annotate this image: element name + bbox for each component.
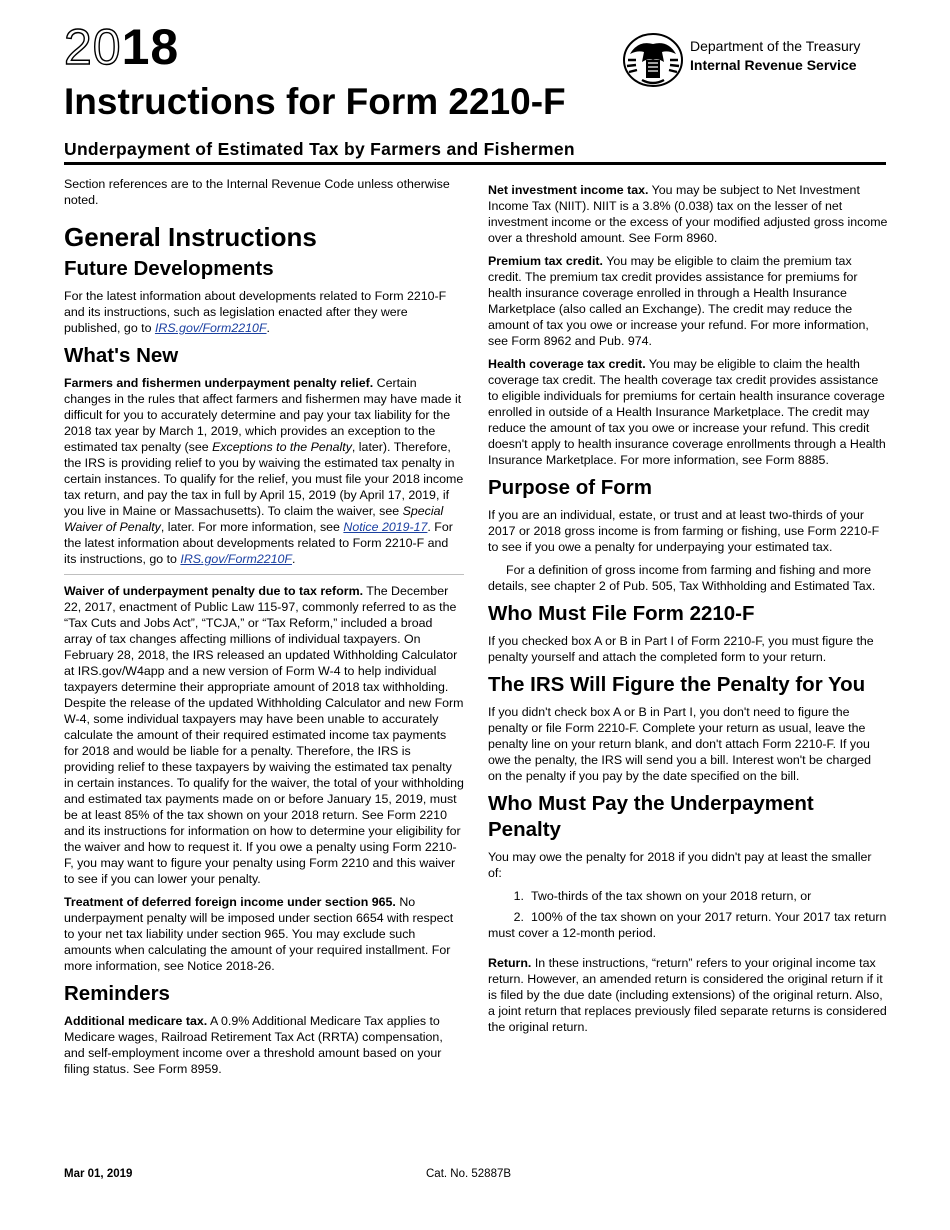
waiver-lead: Waiver of underpayment penalty due to tax reform. bbox=[64, 584, 364, 598]
header-rule bbox=[64, 162, 886, 165]
waiver-paragraph: Waiver of underpayment penalty due to tax reform. The December 22, 2017, enactment of Public Law 115-97, commonly referred to as the “Tax Cuts and Jobs Act”, “TCJA,” or “Tax Reform,” included a broad array of tax changes affecting millions of individual taxpayers. On February 28, 2018, the IRS released an updated Withholding Calculator at IRS.gov/W4app and a new version of Form W-4 to help individual taxpayers determine their appropriate amount of 2018 tax withholding. Despite the release of the updated Withholding Calculator and new Form W-4, some individual taxpayers may have been unable to accurately calculate the amount of their required estimated income tax payments for 2018 and would be liable for a penalty. Therefore, the IRS is providing relief to these taxpayers by waiving the estimated tax penalty in certain instances. To qualify for the waiver, the total of your withholding and estimated tax payments made on or before January 15, 2019, must be at least 85% of the tax shown on your 2018 return. See Form 2210 and its instructions for information on how to determine your eligibility for the waiver and how to request it. If you owe a penalty using Form 2210-F, you may want to figure your penalty using Form 2210 and this waiver to see if you can lower your penalty. bbox=[64, 584, 464, 886]
form-year bbox=[64, 19, 180, 75]
hctc-paragraph: Health coverage tax credit. You may be eligible to claim the health coverage tax credit. The health coverage tax credit provides assistance to eligible individuals for premiums for certain health insurance coverage enrolled in outside of a Health Insurance Marketplace. The credit may reduce the amount of tax you owe or increase your refund. This credit doesn't apply to health insurance coverage enrollments through a Health Insurance Marketplace. For more information, see Form 8885. bbox=[488, 357, 886, 467]
future-link[interactable]: IRS.gov/Form2210F bbox=[154, 321, 267, 335]
heading-whats-new: What's New bbox=[64, 344, 179, 367]
agency-text bbox=[690, 32, 860, 75]
agency-department: Department of the Treasury bbox=[690, 38, 861, 54]
deferred-paragraph: Treatment of deferred foreign income under section 965. No underpayment penalty will be imposed under section 6654 with respect to your net tax liability under section 965. You may exclude such amounts when calculating the amount of your required installment. For more information, see Notice 2018-26. bbox=[64, 895, 454, 973]
left-column bbox=[64, 176, 464, 1084]
notice-link[interactable]: Notice 2019-17 bbox=[343, 520, 428, 534]
page-subtitle: Underpayment of Estimated Tax by Farmers and Fishermen bbox=[64, 139, 575, 159]
who-file-paragraph: If you checked box A or B in Part I of Form 2210-F, you must figure the penalty yourself and attach the completed form to your return. bbox=[488, 634, 874, 664]
irs-eagle-logo-icon bbox=[622, 32, 684, 88]
hctc-lead: Health coverage tax credit. bbox=[488, 357, 646, 371]
irs-figure-paragraph: If you didn't check box A or B in Part I, you don't need to figure the penalty or file Form 2210-F. Complete your return as usual, leave the penalty line on your return blank, and don't attach Form 2210-F. If you owe the penalty, the IRS will send you a bill. Interest won't be charged on the penalty if you pay by the date specified on the bill. bbox=[488, 705, 872, 783]
heading-purpose: Purpose of Form bbox=[488, 476, 653, 499]
deferred-lead: Treatment of deferred foreign income under section 965. bbox=[64, 895, 396, 909]
heading-general-instructions: General Instructions bbox=[64, 222, 317, 252]
niit-lead: Net investment income tax. bbox=[488, 183, 649, 197]
relief-lead: Farmers and fishermen underpayment penalty relief. bbox=[64, 376, 374, 390]
list-item: 2. 100% of the tax shown on your 2017 return. Your 2017 tax return must cover a 12-month period. bbox=[488, 910, 887, 940]
form-link[interactable]: IRS.gov/Form2210F bbox=[180, 552, 292, 566]
purpose-paragraph-2: For a definition of gross income from farming and fishing and more details, see chapter 2 of Pub. 505, Tax Withholding and Estimated Tax. bbox=[488, 563, 876, 593]
list-item: 1. Two-thirds of the tax shown on your 2018 return, or bbox=[513, 889, 812, 903]
who-pay-paragraph: You may owe the penalty for 2018 if you didn't pay at least the smaller of: bbox=[488, 850, 872, 880]
intro-text: Section references are to the Internal Revenue Code unless otherwise noted. bbox=[64, 177, 450, 207]
year-prefix: 20 bbox=[64, 19, 122, 75]
divider bbox=[64, 574, 464, 575]
heading-future-developments: Future Developments bbox=[64, 257, 274, 280]
future-paragraph: For the latest information about developments related to Form 2210-F and its instructions, such as legislation enacted after they were published, go to IRS.gov/Form2210F. bbox=[64, 289, 447, 335]
heading-who-must-file: Who Must File Form 2210-F bbox=[488, 602, 755, 625]
ptc-lead: Premium tax credit. bbox=[488, 254, 604, 268]
return-paragraph: Return. In these instructions, “return” refers to your original income tax return. However, an amended return is considered the original return if it is filed by the due date (including extensions) of the original return. Also, a joint return that replaces previously filed separate returns is considered the original return. bbox=[488, 956, 887, 1034]
condition-list bbox=[488, 888, 888, 941]
right-column bbox=[488, 182, 888, 1042]
return-lead: Return. bbox=[488, 956, 532, 970]
footer-date: Mar 01, 2019 bbox=[64, 1168, 133, 1180]
purpose-paragraph-1: If you are an individual, estate, or trust and at least two-thirds of your 2017 or 2018 gross income is from farming or fishing, use Form 2210-F to see if you owe a penalty for underpaying your estimated tax. bbox=[488, 508, 880, 554]
page-title: Instructions for Form 2210-F bbox=[64, 81, 566, 122]
heading-irs-figure: The IRS Will Figure the Penalty for You bbox=[488, 673, 866, 696]
relief-paragraph: Farmers and fishermen underpayment penalty relief. Certain changes in the rules that affect farmers and fishermen may have made it difficult for you to accurately determine and pay your tax liability for the 2018 tax year by March 1, 2019, which provides an exception to the estimated tax penalty (see Exceptions to the Penalty, later). Therefore, the IRS is providing relief to you by waiving the estimated tax penalty in certain instances. To qualify for the relief, you must file your 2018 income tax return, and pay the tax in full by April 15, 2019 (by April 17, 2019, if you live in Maine or Massachusetts). To claim the waiver, see Special Waiver of Penalty, later. For more information, see Notice 2019-17. For the latest information about developments related to Form 2210-F and its instructions, go to IRS.gov/Form2210F. bbox=[64, 376, 464, 566]
footer-cat-number: Cat. No. 52887B bbox=[426, 1168, 512, 1180]
year-suffix: 18 bbox=[121, 19, 180, 75]
agency-irs: Internal Revenue Service bbox=[690, 57, 857, 73]
medicare-lead: Additional medicare tax. bbox=[64, 1014, 208, 1028]
medicare-paragraph: Additional medicare tax. A 0.9% Additional Medicare Tax applies to Medicare wages, Railroad Retirement Tax Act (RRTA) compensation, and self-employment income over a threshold amount based on your filing status. See Form 8959. bbox=[64, 1014, 443, 1076]
heading-reminders: Reminders bbox=[64, 982, 170, 1005]
ptc-paragraph: Premium tax credit. You may be eligible to claim the premium tax credit. The premium tax credit provides assistance for premiums for health insurance coverage enrolled in through a Health Insurance Marketplace (also called an Exchange). The credit may reduce the amount of tax you owe or increase your refund. For more information, see Form 8962 and Pub. 974. bbox=[488, 254, 869, 348]
heading-who-must-pay: Who Must Pay the Underpayment Penalty bbox=[488, 792, 814, 841]
agency-block bbox=[622, 32, 860, 88]
niit-paragraph: Net investment income tax. You may be subject to Net Investment Income Tax (NIIT). NIIT is a 3.8% (0.038) tax on the lesser of net investment income or the excess of your modified adjusted gross income over a threshold amount. See Form 8960. bbox=[488, 183, 888, 245]
